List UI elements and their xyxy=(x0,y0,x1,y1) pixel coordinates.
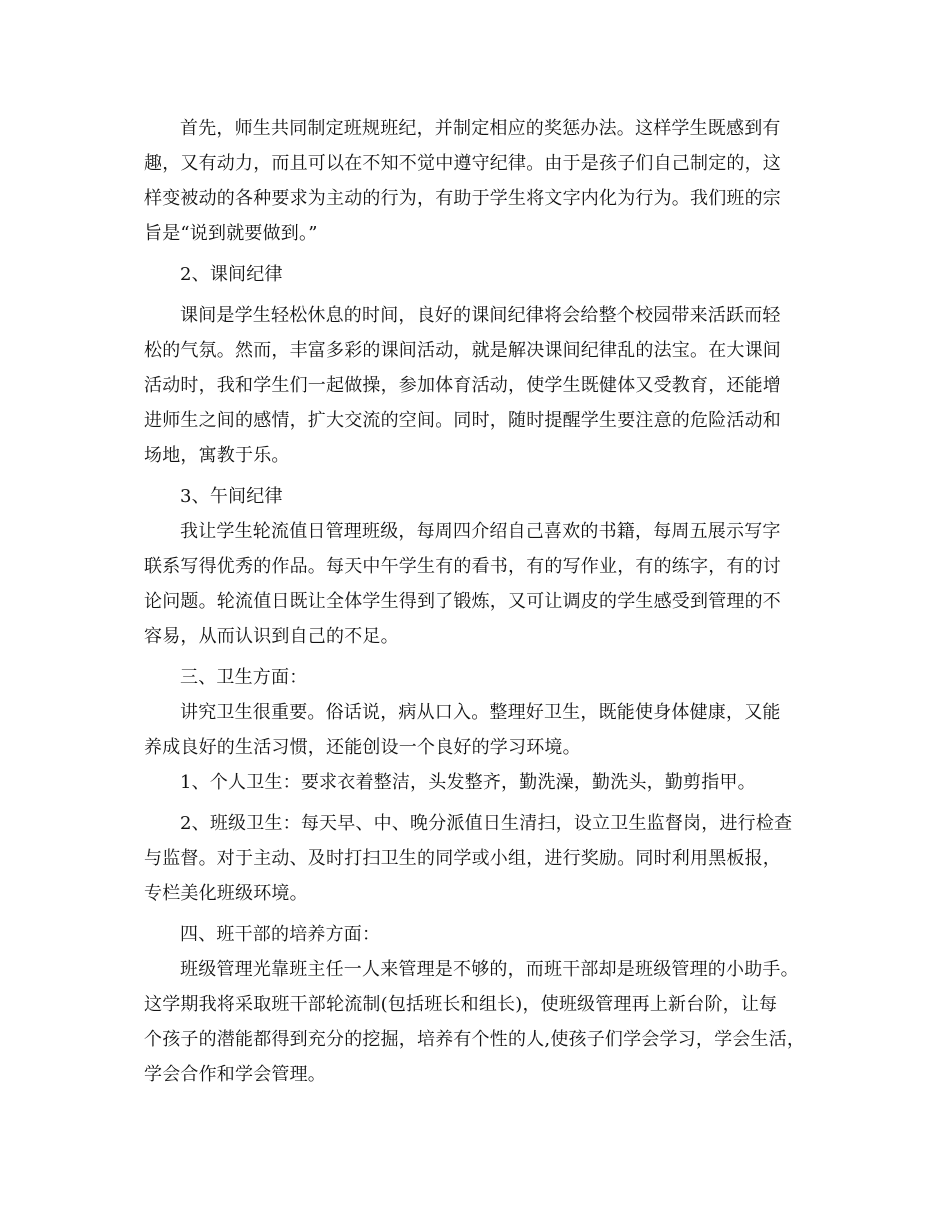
paragraph-line: 容易，从而认识到自己的不足。 xyxy=(144,626,399,647)
paragraph-line: 讲究卫生很重要。俗话说，病从口入。整理好卫生，既能使身体健康，又能 xyxy=(180,702,781,723)
paragraph-line: 活动时，我和学生们一起做操，参加体育活动，使学生既健体又受教育，还能增 xyxy=(144,375,781,396)
paragraph-line: 旨是“说到就要做到。” xyxy=(144,223,318,244)
paragraph-line: 样变被动的各种要求为主动的行为，有助于学生将文字内化为行为。我们班的宗 xyxy=(144,188,781,209)
paragraph-line: 与监督。对于主动、及时打扫卫生的同学或小组，进行奖励。同时利用黑板报， xyxy=(144,848,781,869)
section-heading: 三、卫生方面： xyxy=(180,667,308,688)
paragraph-line: 个孩子的潜能都得到充分的挖掘，培养有个性的人,使孩子们学会学习，学会生活， xyxy=(144,1029,806,1050)
paragraph-line: 进师生之间的感情，扩大交流的空间。同时，随时提醒学生要注意的危险活动和 xyxy=(144,410,781,431)
paragraph-line: 论问题。轮流值日既让全体学生得到了锻炼，又可让调皮的学生感受到管理的不 xyxy=(144,591,781,612)
paragraph-line: 首先，师生共同制定班规班纪，并制定相应的奖惩办法。这样学生既感到有 xyxy=(180,118,781,139)
paragraph-line: 联系写得优秀的作品。每天中午学生有的看书，有的写作业，有的练字，有的讨 xyxy=(144,556,781,577)
paragraph-line: 场地，寓教于乐。 xyxy=(144,445,290,466)
section-heading: 2、课间纪律 xyxy=(180,264,283,285)
paragraph-line: 课间是学生轻松休息的时间，良好的课间纪律将会给整个校园带来活跃而轻 xyxy=(180,305,781,326)
paragraph-line: 养成良好的生活习惯，还能创设一个良好的学习环境。 xyxy=(144,737,581,758)
paragraph-line: 学会合作和学会管理。 xyxy=(144,1064,326,1085)
paragraph-line: 松的气氛。然而，丰富多彩的课间活动，就是解决课间纪律乱的法宝。在大课间 xyxy=(144,340,781,361)
paragraph-line: 这学期我将采取班干部轮流制(包括班长和组长)，使班级管理再上新台阶，让每 xyxy=(144,994,778,1015)
paragraph-line: 专栏美化班级环境。 xyxy=(144,883,308,904)
paragraph-line: 2、班级卫生：每天早、中、晚分派值日生清扫，设立卫生监督岗，进行检查 xyxy=(180,813,793,834)
paragraph-line: 趣，又有动力，而且可以在不知不觉中遵守纪律。由于是孩子们自己制定的，这 xyxy=(144,153,781,174)
section-heading: 3、午间纪律 xyxy=(180,486,283,507)
paragraph-line: 1、个人卫生：要求衣着整洁，头发整齐，勤洗澡，勤洗头，勤剪指甲。 xyxy=(180,772,756,793)
section-heading: 四、班干部的培养方面： xyxy=(180,924,381,945)
paragraph-line: 我让学生轮流值日管理班级，每周四介绍自己喜欢的书籍，每周五展示写字 xyxy=(180,521,781,542)
paragraph-line: 班级管理光靠班主任一人来管理是不够的，而班干部却是班级管理的小助手。 xyxy=(180,959,799,980)
